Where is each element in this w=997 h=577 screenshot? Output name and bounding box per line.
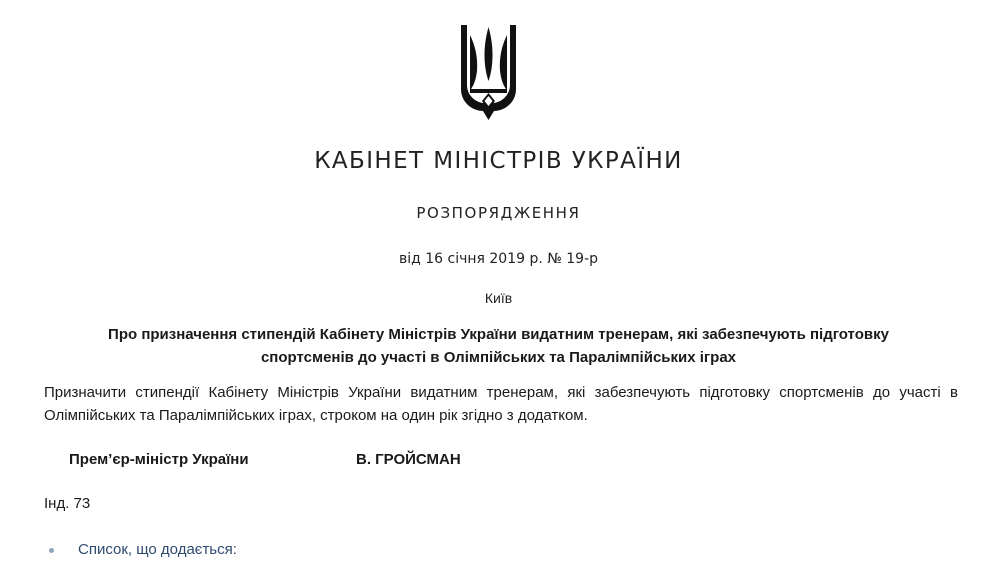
list-item: [44, 540, 237, 560]
attachments-list: [44, 540, 237, 560]
document-city: Київ: [484, 290, 513, 306]
subject-line-2: спортсменів до участі в Олімпійських та Паралімпійських іграх: [260, 349, 737, 366]
document-body: Призначити стипендії Кабінету Міністрів України видатним тренерам, які забезпечують підготовку спортсменів до участі в Олімпійських та Паралімпійських іграх, строком на один рік згідно з додатком.: [44, 384, 958, 424]
document-index: Інд. 73: [44, 495, 91, 512]
document-date: від 16 січня 2019 р. № 19-р: [398, 251, 599, 267]
document-subject: [0, 323, 997, 369]
attachment-link[interactable]: Список, що додається:: [78, 541, 237, 558]
subject-line-1: Про призначення стипендій Кабінету Міністрів України видатним тренерам, які забезпечують підготовку: [108, 326, 889, 343]
document-type: РОЗПОРЯДЖЕННЯ: [416, 204, 581, 222]
signatory-name: В. ГРОЙСМАН: [356, 451, 461, 468]
organization-title: КАБІНЕТ МІНІСТРІВ УКРАЇНИ: [314, 148, 683, 174]
coat-of-arms-trident-icon: [457, 23, 520, 121]
signatory-position: Прем’єр-міністр України: [69, 451, 249, 468]
bullet-icon: [49, 548, 54, 553]
